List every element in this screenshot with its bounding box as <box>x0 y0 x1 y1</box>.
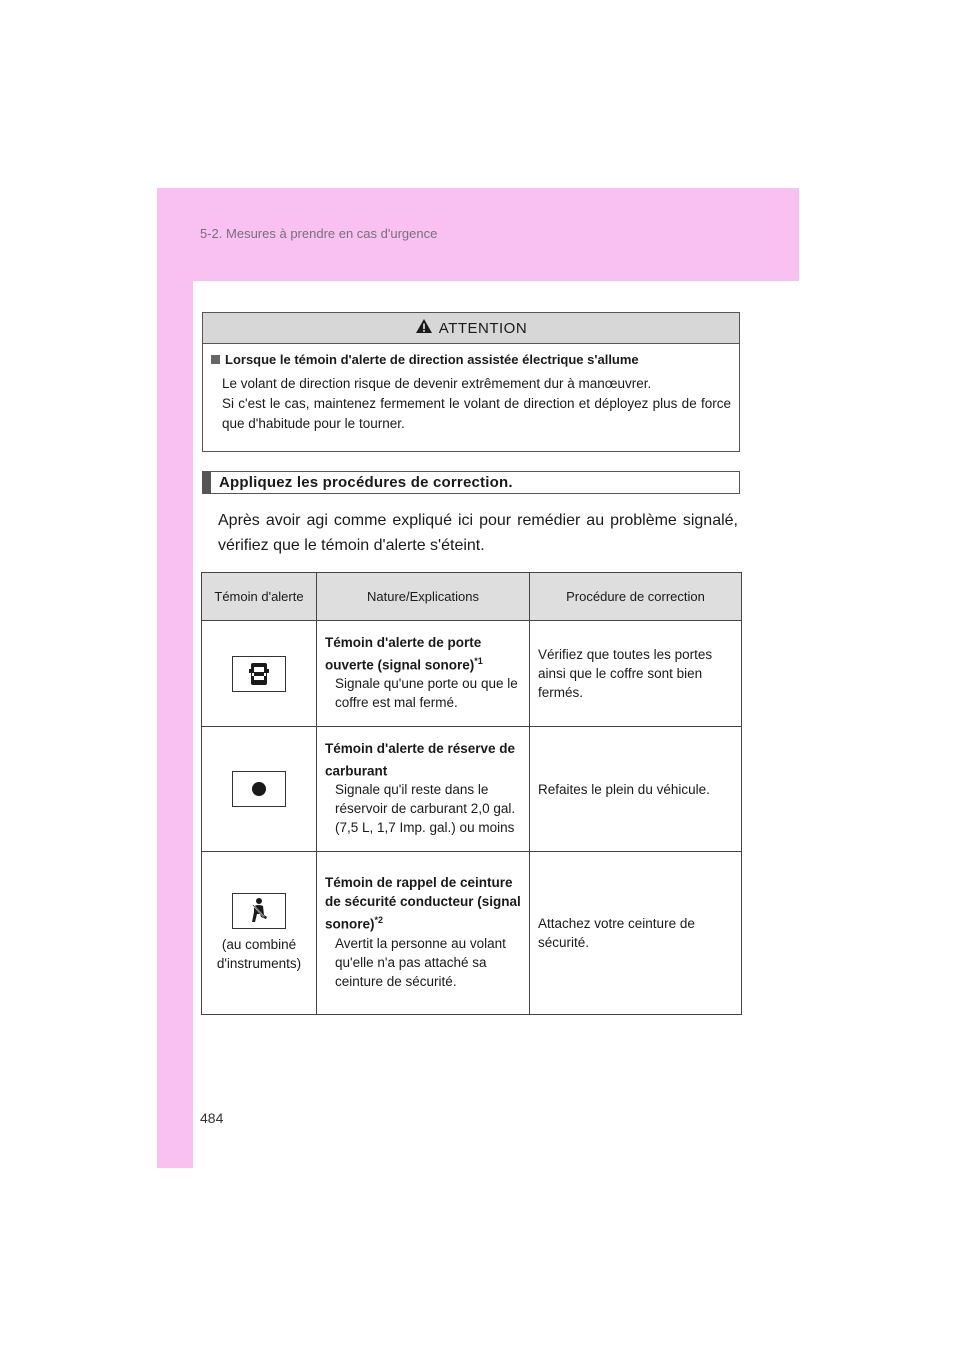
indicator-cell <box>202 852 317 1015</box>
table-header-row <box>202 573 742 621</box>
attention-subheading <box>211 352 731 367</box>
indicator-title <box>325 633 521 675</box>
attention-text <box>211 374 731 434</box>
table-row <box>202 727 742 852</box>
nature-cell <box>317 621 530 727</box>
indicator-cell <box>202 727 317 852</box>
column-header-procedure: Procédure de correction <box>530 573 742 621</box>
indicator-title-text: Témoin de rappel de ceinture de sécurité conducteur (signal sonore) <box>325 875 521 932</box>
attention-subheading-text: Lorsque le témoin d'alerte de direction assistée électrique s'allume <box>225 352 639 367</box>
side-tab-band <box>157 188 193 1168</box>
heading-bar <box>203 472 211 493</box>
attention-header <box>203 313 739 344</box>
table-row <box>202 852 742 1015</box>
icon-caption: (au combiné d'instruments) <box>216 937 302 971</box>
attention-line-2: Si c'est le cas, maintenez fermement le volant de direction et déployez plus de force que d'habitude pour le tourner. <box>222 396 731 431</box>
footnote-mark: *2 <box>374 915 384 926</box>
column-header-nature: Nature/Explications <box>317 573 530 621</box>
table-row <box>202 621 742 727</box>
door-open-icon <box>232 656 286 692</box>
procedure-intro: Après avoir agi comme expliqué ici pour remédier au problème signalé, vérifiez que le témoin d'alerte s'éteint. <box>218 512 738 554</box>
low-fuel-icon <box>232 771 286 807</box>
nature-cell <box>317 727 530 852</box>
procedure-cell: Refaites le plein du véhicule. <box>530 727 742 852</box>
indicator-title <box>325 739 521 781</box>
procedure-cell: Vérifiez que toutes les portes ainsi que le coffre sont bien fermés. <box>530 621 742 727</box>
indicator-cell <box>202 621 317 727</box>
warning-triangle-icon <box>415 318 433 339</box>
attention-box <box>202 312 740 452</box>
indicator-title <box>325 873 521 934</box>
column-header-indicator: Témoin d'alerte <box>202 573 317 621</box>
indicator-title-text: Témoin d'alerte de réserve de carburant <box>325 740 516 779</box>
warning-table <box>201 572 742 1015</box>
seatbelt-icon <box>232 893 286 929</box>
square-bullet-icon <box>211 355 220 364</box>
indicator-description: Signale qu'une porte ou que le coffre est mal fermé. <box>335 676 518 711</box>
procedure-heading <box>202 471 740 494</box>
nature-cell <box>317 852 530 1015</box>
section-title: 5-2. Mesures à prendre en cas d'urgence <box>200 226 438 241</box>
attention-line-1: Le volant de direction risque de devenir extrêmement dur à manœuvrer. <box>222 376 652 391</box>
indicator-title-text: Témoin d'alerte de porte ouverte (signal sonore) <box>325 634 482 673</box>
procedure-cell: Attachez votre ceinture de sécurité. <box>530 852 742 1015</box>
procedure-heading-text: Appliquez les procédures de correction. <box>219 474 513 491</box>
indicator-description: Signale qu'il reste dans le réservoir de carburant 2,0 gal. (7,5 L, 1,7 Imp. gal.) ou moins <box>335 782 516 836</box>
page-number: 484 <box>200 1110 224 1126</box>
footnote-mark: *1 <box>474 655 483 666</box>
attention-label: ATTENTION <box>438 319 528 337</box>
indicator-description: Avertit la personne au volant qu'elle n'a pas attaché sa ceinture de sécurité. <box>335 935 506 989</box>
